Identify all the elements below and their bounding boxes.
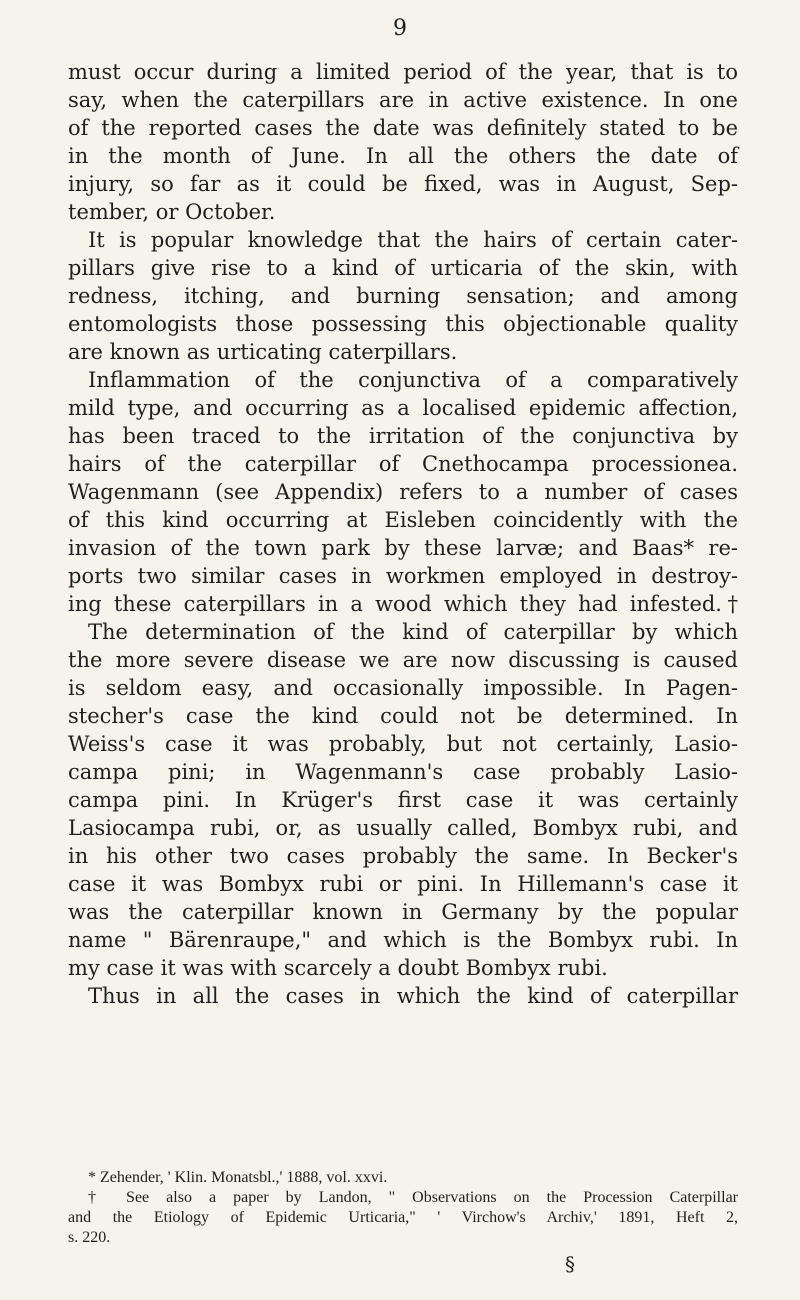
text-line: must occur during a limited period of the year, that is to xyxy=(68,60,738,84)
text-line: the more severe disease we are now discussing is caused xyxy=(68,648,738,672)
text-line: mild type, and occurring as a localised epidemic affection, xyxy=(68,396,738,420)
text-line: hairs of the caterpillar of Cnethocampa processionea. xyxy=(68,452,738,476)
text-line: in the month of June. In all the others the date of xyxy=(68,144,738,168)
text-line: campa pini. In Krüger's first case it was certainly xyxy=(68,788,738,812)
text-line: entomologists those possessing this objectionable quality xyxy=(68,312,738,336)
text-line: Weiss's case it was probably, but not certainly, Lasio- xyxy=(68,732,738,756)
text-line: pillars give rise to a kind of urticaria of the skin, with xyxy=(68,256,738,280)
text-line: injury, so far as it could be fixed, was in August, Sep- xyxy=(68,172,738,196)
text-line: Inflammation of the conjunctiva of a comparatively xyxy=(88,368,738,392)
text-line: The determination of the kind of caterpillar by which xyxy=(88,620,738,644)
text-line: in his other two cases probably the same. In Becker's xyxy=(68,844,738,868)
text-line: Lasiocampa rubi, or, as usually called, Bombyx rubi, and xyxy=(68,816,738,840)
text-line: of this kind occurring at Eisleben coincidently with the xyxy=(68,508,738,532)
footnotes xyxy=(68,1168,738,1248)
page-number: 9 xyxy=(393,16,407,41)
text-line: are known as urticating caterpillars. xyxy=(68,340,458,364)
text-line: ports two similar cases in workmen employed in destroy- xyxy=(68,564,738,588)
signature-mark: § xyxy=(565,1252,575,1276)
text-line: case it was Bombyx rubi or pini. In Hillemann's case it xyxy=(68,872,738,896)
text-line: redness, itching, and burning sensation; and among xyxy=(68,284,738,308)
text-line: was the caterpillar known in Germany by the popular xyxy=(68,900,738,924)
text-line: tember, or October. xyxy=(68,200,276,224)
text-line: stecher's case the kind could not be determined. In xyxy=(68,704,738,728)
text-line: ing these caterpillars in a wood which they had infested.† xyxy=(68,592,738,616)
text-line: of the reported cases the date was definitely stated to be xyxy=(68,116,738,140)
text-line: Wagenmann (see Appendix) refers to a number of cases xyxy=(68,480,738,504)
footnote-line: and the Etiology of Epidemic Urticaria," ' Virchow's Archiv,' 1891, Heft 2, xyxy=(68,1209,738,1226)
footnote-line: * Zehender, ' Klin. Monatsbl.,' 1888, vol. xxvi. xyxy=(88,1169,388,1186)
text-line: name " Bärenraupe," and which is the Bombyx rubi. In xyxy=(68,928,738,952)
footnote-line: s. 220. xyxy=(68,1229,111,1246)
footnote-line: † See also a paper by Landon, " Observations on the Procession Caterpillar xyxy=(88,1189,738,1206)
body-text xyxy=(68,58,738,1010)
text-line: has been traced to the irritation of the conjunctiva by xyxy=(68,424,738,448)
text-line: invasion of the town park by these larvæ; and Baas* re- xyxy=(68,536,738,560)
text-line: Thus in all the cases in which the kind of caterpillar xyxy=(88,984,738,1008)
text-line: campa pini; in Wagenmann's case probably Lasio- xyxy=(68,760,738,784)
text-line: my case it was with scarcely a doubt Bombyx rubi. xyxy=(68,956,608,980)
text-line: is seldom easy, and occasionally impossible. In Pagen- xyxy=(68,676,738,700)
text-line: It is popular knowledge that the hairs of certain cater- xyxy=(88,228,738,252)
text-line: say, when the caterpillars are in active existence. In one xyxy=(68,88,738,112)
